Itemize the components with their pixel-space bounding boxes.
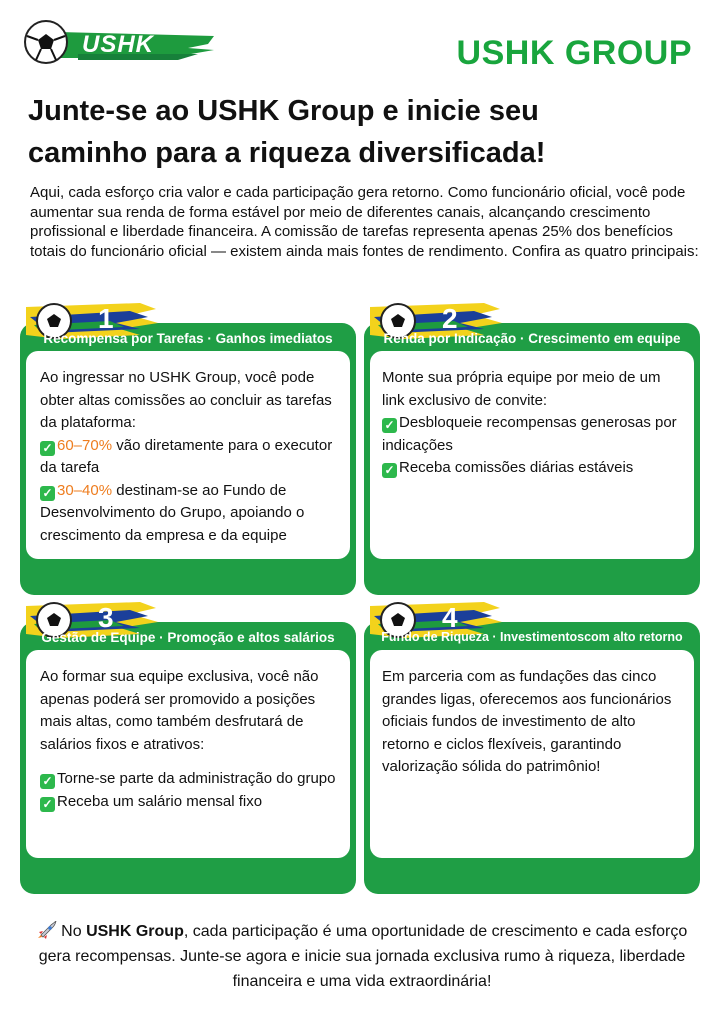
card-intro: Em parceria com as fundações das cinco grandes ligas, oferecemos aos funcionários oficiais fundos de investimento de alto retorno e ciclos flexíveis, garantindo valorização sólida do patrimônio! xyxy=(382,668,672,775)
benefit-card-3 xyxy=(20,594,356,894)
headline-line-2: caminho para a riqueza diversificada! xyxy=(28,137,546,169)
card-title: Recompensa por Tarefas · Ganhos imediatos xyxy=(43,331,333,346)
highlight-percent: 60–70% xyxy=(57,436,113,454)
ushk-logo xyxy=(18,18,218,70)
logo-text: USHK xyxy=(82,31,155,58)
footer-brand: USHK Group xyxy=(86,923,184,940)
card-item: Receba comissões diárias estáveis xyxy=(399,459,634,476)
card-title: Gestão de Equipe · Promoção e altos salários xyxy=(41,630,335,645)
card-item: Receba um salário mensal fixo xyxy=(57,792,263,810)
benefit-card-1 xyxy=(20,295,356,595)
soccer-ball-icon xyxy=(25,21,67,63)
card-item: destinam-se ao Fundo de Desenvolvimento do Grupo, apoiando o crescimento da empresa e da equipe xyxy=(40,481,305,544)
card-number: 4 xyxy=(442,602,458,633)
card-intro: Ao ingressar no USHK Group, você pode obter altas comissões ao concluir as tarefas da plataforma: xyxy=(40,369,332,431)
card-item: vão diretamente para o executor da tarefa xyxy=(40,436,333,476)
card-intro: Monte sua própria equipe por meio de um link exclusivo de convite: xyxy=(382,369,661,409)
check-icon: ✓ xyxy=(40,797,55,812)
headline-line-1: Junte-se ao USHK Group e inicie seu xyxy=(28,95,539,127)
footer-body: , cada participação é uma oportunidade de crescimento e cada esforço gera recompensas. Junte-se agora e inicie sua jornada exclusiva rumo à riqueza, liberdade financeira e uma vida extraordinária! xyxy=(38,923,688,990)
card-number: 1 xyxy=(98,303,114,334)
intro-paragraph: Aqui, cada esforço cria valor e cada participação gera retorno. Como funcionário oficial, você pode aumentar sua renda de forma estável por meio de diferentes canais, alcançando crescimento profissional e liberdade financeira. A comissão de tarefas representa apenas 25% dos benefícios totais do funcionário oficial — existem ainda mais fontes de rendimento. Confira as quatro principais: xyxy=(30,184,699,260)
card-title: Renda por Indicação · Crescimento em equipe xyxy=(383,331,681,346)
check-icon: ✓ xyxy=(382,418,397,433)
card-title: Fundo de Riqueza · Investimentoscom alto retorno xyxy=(381,630,683,644)
footer-text xyxy=(20,919,704,994)
card-body xyxy=(26,351,350,559)
highlight-percent: 30–40% xyxy=(57,481,113,499)
check-icon: ✓ xyxy=(40,441,55,456)
card-body xyxy=(26,650,350,858)
brand-title: USHK GROUP xyxy=(456,34,692,72)
footer-prefix: No xyxy=(61,923,87,940)
card-item: Torne-se parte da administração do grupo xyxy=(57,770,336,787)
page-headline xyxy=(28,90,708,174)
check-icon: ✓ xyxy=(40,774,55,789)
card-number: 2 xyxy=(442,303,458,334)
benefit-card-4 xyxy=(364,594,700,894)
card-intro: Ao formar sua equipe exclusiva, você não apenas poderá ser promovido a posições mais altas, como também desfrutará de salários fixos e atrativos: xyxy=(40,668,319,753)
card-number: 3 xyxy=(98,602,114,633)
card-body xyxy=(370,351,694,559)
rocket-icon xyxy=(37,921,57,939)
card-body xyxy=(370,650,694,858)
benefit-card-2 xyxy=(364,295,700,595)
check-icon: ✓ xyxy=(382,463,397,478)
check-icon: ✓ xyxy=(40,486,55,501)
card-item: Desbloqueie recompensas generosas por indicações xyxy=(382,414,677,454)
